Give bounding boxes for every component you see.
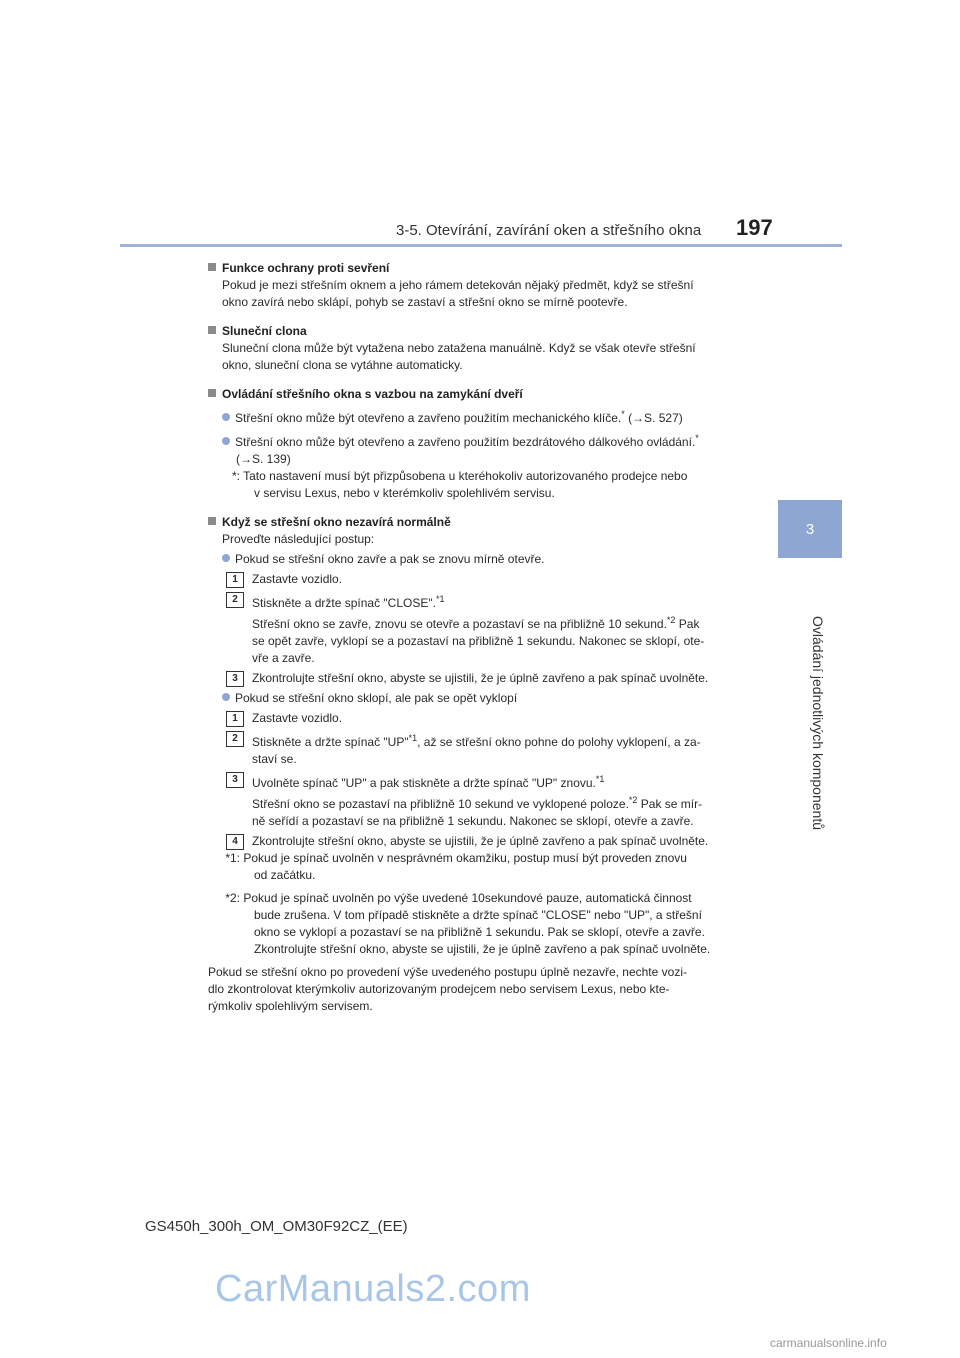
- circle-bullet-icon: [222, 693, 230, 701]
- footnote: okno se vyklopí a pozastaví se na přibližně 1 sekundu. Pak se sklopí, otevře a zavře.: [254, 925, 705, 939]
- square-bullet-icon: [208, 517, 216, 525]
- heading-not-closing: Když se střešní okno nezavírá normálně: [208, 514, 753, 531]
- step: 2 Stiskněte a držte spínač "UP"$^{*1}$, až se střešní okno pohne do polohy vyklopení, a za- staví se.: [252, 730, 753, 768]
- paragraph: Sluneční clona může být vytažena nebo zatažena manuálně. Když se však otevře střešní: [222, 341, 696, 355]
- side-title: [808, 565, 826, 885]
- circle-bullet-icon: [222, 413, 230, 421]
- page-content: [208, 256, 753, 1015]
- heading-pinch-protection: Funkce ochrany proti sevření: [208, 260, 753, 277]
- step-number: 3: [226, 671, 244, 687]
- footnote: *2: Pokud je spínač uvolněn po výše uvedené 10sekundové pauze, automatická činnost: [225, 891, 692, 905]
- watermark-corner: carmanualsonline.info: [770, 1336, 887, 1350]
- paragraph: okno zavírá nebo sklápí, pohyb se zastaví a střešní okno se mírně pootevře.: [222, 295, 628, 309]
- footnote: Zkontrolujte střešní okno, abyste se ujistili, že je úplně zavřeno a pak spínač uvolněte.: [254, 942, 711, 956]
- section-title: 3-5. Otevírání, zavírání oken a střešního okna: [396, 222, 702, 239]
- footnote: *1: Pokud je spínač uvolněn v nesprávném okamžiku, postup musí být proveden znovu: [225, 851, 687, 865]
- side-title-text: Ovládání jednotlivých komponentů: [810, 615, 826, 831]
- step: 3 Uvolněte spínač "UP" a pak stiskněte a držte spínač "UP" znovu.$^{*1}$ Střešní okno se pozastaví na přibližně 10 sekund ve vyklopené poloze.$^{*2}$ Pak se mír- ně seřídí a pozastaví se na přibližně 1 sekundu. Nakonec se sklopí, otevře a zavře.: [252, 771, 753, 830]
- step: 1 Zastavte vozidlo.: [252, 710, 753, 727]
- chapter-tab: 3: [778, 500, 842, 558]
- footnote: v servisu Lexus, nebo v kterémkoliv spolehlivém servisu.: [254, 486, 555, 500]
- step-number: 4: [226, 834, 244, 850]
- footnote: bude zrušena. V tom případě stiskněte a držte spínač "CLOSE" nebo "UP", a střešní: [254, 908, 702, 922]
- footnote: *: Tato nastavení musí být přizpůsobena u kteréhokoliv autorizovaného prodejce nebo: [231, 469, 688, 483]
- page-reference: (→S. 527): [628, 411, 683, 425]
- step-number: 1: [226, 711, 244, 727]
- step: 3 Zkontrolujte střešní okno, abyste se ujistili, že je úplně zavřeno a pak spínač uvolněte.: [252, 670, 753, 687]
- header-rule: [120, 244, 842, 247]
- list-item: Pokud se střešní okno sklopí, ale pak se opět vyklopí: [222, 690, 753, 707]
- step-number: 2: [226, 592, 244, 608]
- circle-bullet-icon: [222, 437, 230, 445]
- paragraph: Pokud je mezi střešním oknem a jeho rámem detekován nějaký předmět, když se střešní: [222, 278, 694, 292]
- square-bullet-icon: [208, 263, 216, 271]
- square-bullet-icon: [208, 389, 216, 397]
- heading-sunshade: Sluneční clona: [208, 323, 753, 340]
- page-number: 197: [736, 215, 773, 240]
- step: 4 Zkontrolujte střešní okno, abyste se ujistili, že je úplně zavřeno a pak spínač uvolněte.: [252, 833, 753, 850]
- list-item: Střešní okno může být otevřeno a zavřeno použitím bezdrátového dálkového ovládání.*: [222, 430, 753, 451]
- circle-bullet-icon: [222, 554, 230, 562]
- paragraph: okno, sluneční clona se vytáhne automaticky.: [222, 358, 463, 372]
- list-item: Pokud se střešní okno zavře a pak se znovu mírně otevře.: [222, 551, 753, 568]
- heading-door-lock-link: Ovládání střešního okna s vazbou na zamykání dveří: [208, 386, 753, 403]
- step-number: 3: [226, 772, 244, 788]
- square-bullet-icon: [208, 326, 216, 334]
- step: 1 Zastavte vozidlo.: [252, 571, 753, 588]
- closing-paragraph: Pokud se střešní okno po provedení výše uvedeného postupu úplně nezavře, nechte vozi- dlo zkontrolovat kterýmkoliv autorizovaným prodejcem nebo servisem Lexus, nebo kte- rýmkoliv spolehlivým servisem.: [208, 965, 687, 1013]
- watermark-logo: CarManuals2.com: [215, 1268, 531, 1310]
- document-code: GS450h_300h_OM_OM30F92CZ_(EE): [145, 1218, 408, 1235]
- step-number: 2: [226, 731, 244, 747]
- footnote: od začátku.: [254, 868, 316, 882]
- step-number: 1: [226, 572, 244, 588]
- paragraph: Proveďte následující postup:: [222, 532, 375, 546]
- list-item: Střešní okno může být otevřeno a zavřeno použitím mechanického klíče.* (→S. 527): [222, 406, 753, 427]
- page-reference: (→S. 139): [236, 452, 291, 466]
- step: 2 Stiskněte a držte spínač "CLOSE".$^{*1}$ Střešní okno se zavře, znovu se otevře a pozastaví se na přibližně 10 sekund.$^{*2}$ Pak se opět zavře, vyklopí se a pozastaví na přibližně 1 sekundu. Nakonec se sklopí, ote- vře a zavře.: [252, 591, 753, 667]
